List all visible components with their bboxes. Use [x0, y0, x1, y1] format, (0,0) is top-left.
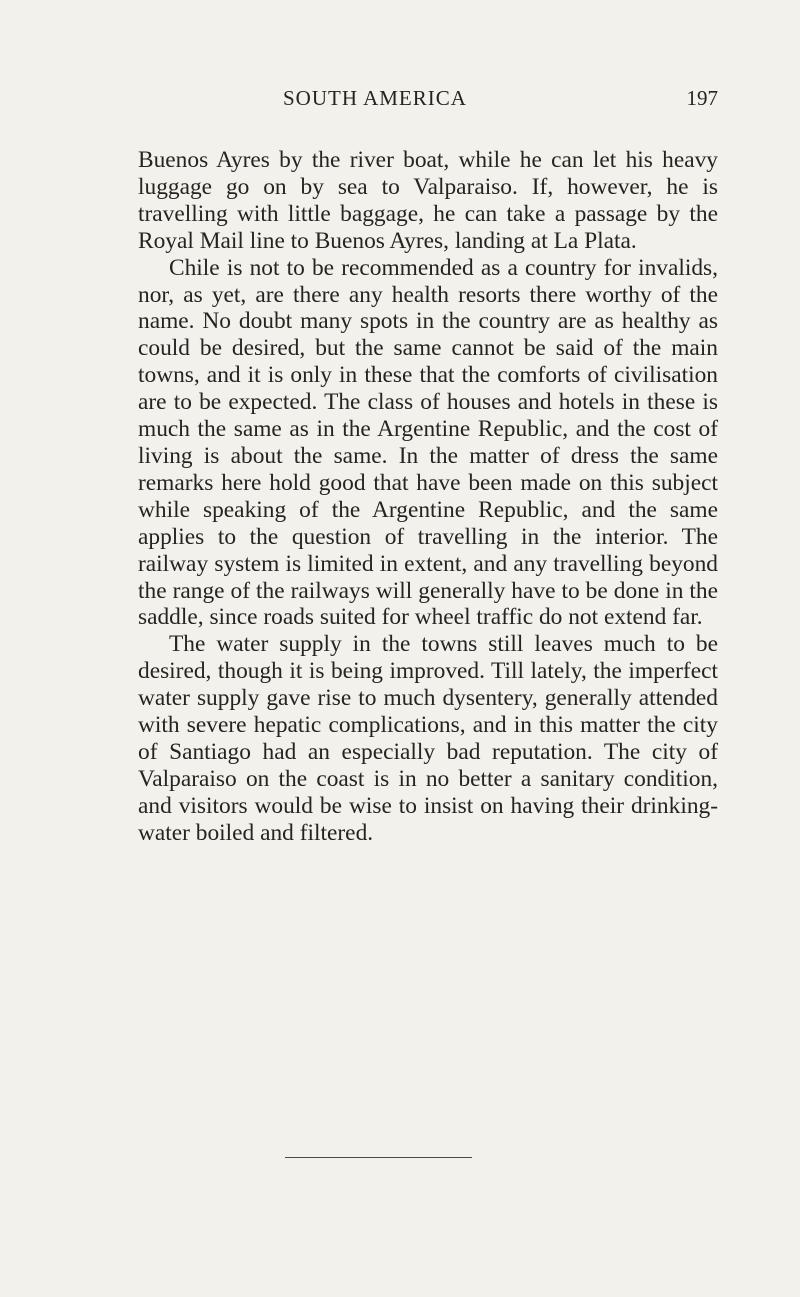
running-title: SOUTH AMERICA — [283, 86, 467, 110]
page-number: 197 — [686, 86, 718, 110]
running-head — [138, 86, 718, 116]
footer-rule — [285, 1157, 472, 1158]
paragraph-water-supply: The water supply in the towns still leaves much to be desired, though it is being improved. Till lately, the imperfect water supply gave rise to much dysentery, generally attended with severe hepatic complications, and in this matter the city of Santiago had an especially bad reputation. The city of Valparaiso on the coast is in no better a sanitary condition, and visitors would be wise to insist on having their drinking-water boiled and filtered. — [138, 631, 718, 846]
body-text — [138, 147, 718, 847]
paragraph-chile-invalids: Chile is not to be recommended as a country for invalids, nor, as yet, are there any health resorts there worthy of the name. No doubt many spots in the country are as healthy as could be desired, but the same cannot be said of the main towns, and it is only in these that the comforts of civilisation are to be expected. The class of houses and hotels in these is much the same as in the Argentine Republic, and the cost of living is about the same. In the matter of dress the same remarks here hold good that have been made on this subject while speaking of the Argentine Republic, and the same applies to the question of travelling in the interior. The railway system is limited in extent, and any travelling beyond the range of the railways will generally have to be done in the saddle, since roads suited for wheel traffic do not extend far. — [138, 254, 718, 631]
paragraph-continued: Buenos Ayres by the river boat, while he can let his heavy luggage go on by sea to Valparaiso. If, however, he is travelling with little baggage, he can take a passage by the Royal Mail line to Buenos Ayres, landing at La Plata. — [138, 147, 718, 254]
